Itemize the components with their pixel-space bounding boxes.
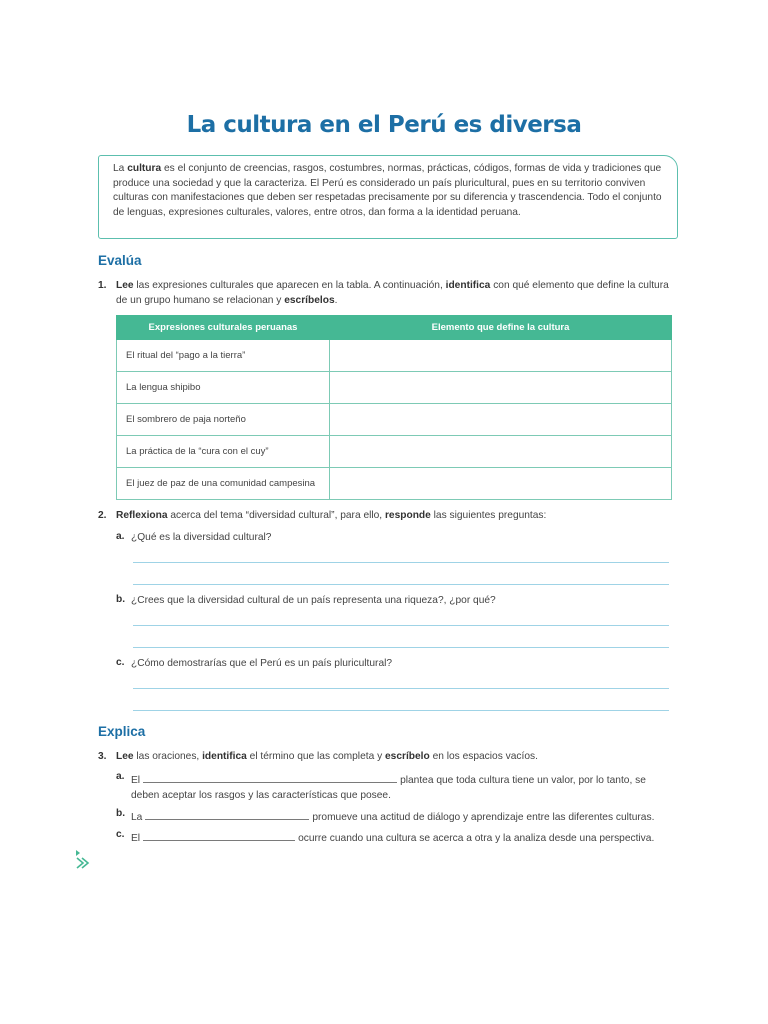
q3-bold-3: escríbelo (385, 751, 430, 762)
table-cell-answer[interactable] (330, 340, 672, 372)
q2-bold-1: Reflexiona (116, 510, 168, 521)
culture-table (116, 315, 672, 500)
table-cell-expression: El sombrero de paja norteño (117, 404, 330, 436)
q1-text-1: las expresiones culturales que aparecen en la tabla. A continuación, (133, 280, 446, 291)
table-cell-expression: El juez de paz de una comunidad campesina (117, 468, 330, 500)
table-row (117, 372, 672, 404)
q1-bold-1: Lee (116, 280, 134, 291)
question-2a (116, 531, 676, 546)
question-1 (98, 279, 674, 308)
fill-blank[interactable] (143, 771, 397, 783)
q3-text-3: en los espacios vacíos. (429, 751, 538, 762)
section-heading-evalua: Evalúa (98, 253, 142, 268)
table-header-row (117, 316, 672, 340)
table-cell-answer[interactable] (330, 436, 672, 468)
table-cell-expression: La práctica de la “cura con el cuy” (117, 436, 330, 468)
question-2b-label: b. (116, 594, 126, 605)
question-1-text (116, 279, 674, 308)
question-3a (116, 771, 676, 803)
intro-box (98, 155, 678, 239)
table-row (117, 340, 672, 372)
fill-blank[interactable] (145, 808, 309, 820)
q1-bold-3: escríbelos (284, 294, 335, 306)
question-3c (116, 829, 676, 847)
q3a-post: plantea que toda cultura tiene un valor, por lo tanto, se deben aceptar los rasgos y las características que posee. (131, 775, 646, 801)
question-3c-label: c. (116, 829, 125, 840)
question-2c-text: ¿Cómo demostrarías que el Perú es un país pluricultural? (131, 658, 393, 669)
double-chevron-right-icon (74, 850, 92, 870)
table-header-elemento: Elemento que define la cultura (330, 316, 672, 340)
section-heading-explica: Explica (98, 724, 146, 739)
table-row (117, 436, 672, 468)
table-header-expresiones: Expresiones culturales peruanas (117, 316, 330, 340)
question-3b-label: b. (116, 808, 126, 819)
question-2-text (116, 509, 674, 524)
answer-line[interactable] (133, 625, 669, 626)
question-2b (116, 594, 676, 609)
q3b-pre: La (131, 812, 143, 823)
question-2b-text: ¿Crees que la diversidad cultural de un país representa una riqueza?, ¿por qué? (131, 595, 496, 606)
q2-text-2: las siguientes preguntas: (430, 510, 547, 521)
answer-line[interactable] (133, 584, 669, 585)
question-3c-text (131, 829, 676, 847)
table-cell-answer[interactable] (330, 404, 672, 436)
q3-bold-1: Lee (116, 751, 134, 762)
q3a-pre: El (131, 775, 141, 786)
q3-text-1: las oraciones, (133, 751, 203, 762)
q2-text-1: acerca del tema “diversidad cultural”, para ello, (167, 510, 385, 521)
answer-line[interactable] (133, 710, 669, 711)
table-row (117, 468, 672, 500)
table-cell-answer[interactable] (330, 468, 672, 500)
answer-line[interactable] (133, 688, 669, 689)
question-2-number: 2. (98, 510, 107, 521)
question-1-number: 1. (98, 280, 107, 291)
question-2 (98, 509, 674, 524)
table-cell-expression: El ritual del “pago a la tierra” (117, 340, 330, 372)
q1-bold-2: identifica (445, 280, 491, 291)
q2-bold-2: responde (384, 510, 431, 521)
intro-rest: es el conjunto de creencias, rasgos, costumbres, normas, prácticas, códigos, formas de vida y tradiciones que produce una sociedad y que la caracteriza. El Perú es considerado un país pluricultural, pues en su territorio conviven culturas con manifestaciones que deben ser respetadas precisamente por su diferencia y trascendencia. Todo el conjunto de lenguas, expresiones culturales, valores, entre otros, dan forma a la identidad peruana. (113, 163, 662, 218)
question-2a-label: a. (116, 531, 125, 542)
fill-blank[interactable] (143, 829, 295, 841)
table-row (117, 404, 672, 436)
q3c-post: ocurre cuando una cultura se acerca a otra y la analiza desde una perspectiva. (298, 833, 655, 844)
question-3a-text (131, 771, 676, 803)
answer-line[interactable] (133, 562, 669, 563)
question-2c-label: c. (116, 657, 125, 668)
question-2a-text: ¿Qué es la diversidad cultural? (131, 532, 272, 543)
question-3-number: 3. (98, 751, 107, 762)
q3-bold-2: identifica (202, 751, 247, 762)
q1-text-2: con qué elemento que define la cultura de un grupo humano se relacionan y (116, 280, 669, 306)
q3b-post: promueve una actitud de diálogo y aprendizaje entre las diferentes culturas. (312, 812, 655, 823)
question-3 (98, 750, 674, 765)
answer-line[interactable] (133, 647, 669, 648)
question-3b (116, 808, 676, 826)
question-2c (116, 657, 676, 672)
table-cell-expression: La lengua shipibo (117, 372, 330, 404)
question-3b-text (131, 808, 676, 826)
q3c-pre: El (131, 833, 141, 844)
q3-text-2: el término que las completa y (246, 751, 385, 762)
table-cell-answer[interactable] (330, 372, 672, 404)
question-3-text (116, 750, 674, 765)
question-3a-label: a. (116, 771, 125, 782)
intro-lead: La (113, 163, 125, 174)
intro-bold: cultura (127, 163, 162, 174)
q1-text-3: . (334, 294, 338, 306)
page-title: La cultura en el Perú es diversa (186, 112, 582, 138)
